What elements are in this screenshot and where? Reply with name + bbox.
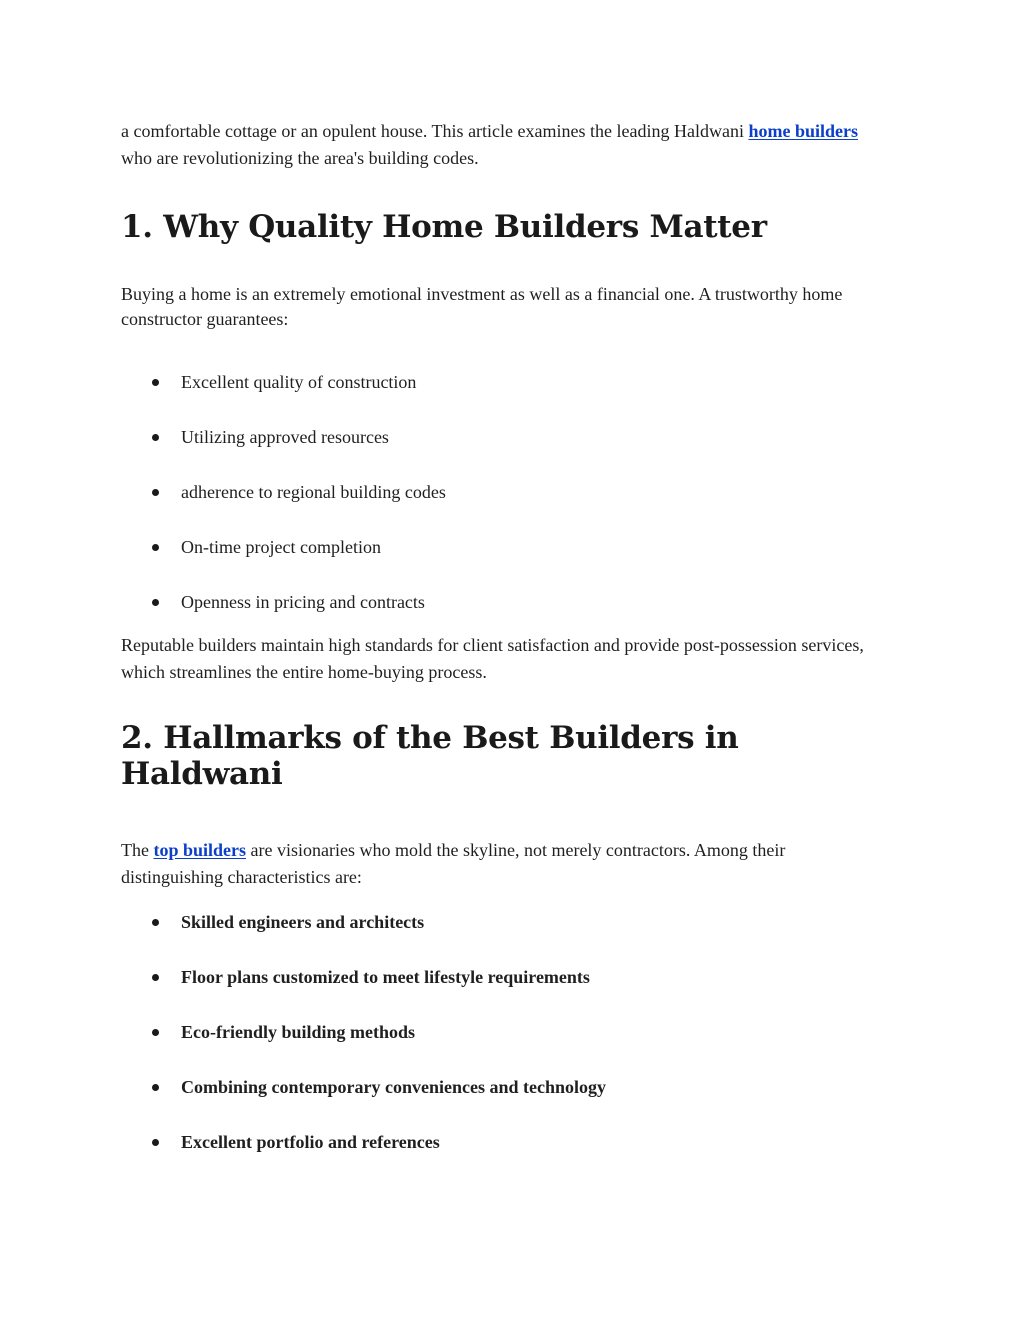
bullet-icon [152, 1084, 159, 1091]
bullet-icon [152, 434, 159, 441]
bullet-icon [152, 1139, 159, 1146]
section1-paragraph: Buying a home is an extremely emotional investment as well as a financial one. A trustworthy home constructor guarantees: [121, 284, 843, 329]
list-item: Excellent portfolio and references [121, 1129, 881, 1156]
bullet-icon [152, 974, 159, 981]
intro-text-after: who are revolutionizing the area's building codes. [121, 148, 479, 168]
section2-list [121, 909, 881, 1156]
list-item: Openness in pricing and contracts [121, 589, 881, 616]
list-item: Combining contemporary conveniences and technology [121, 1074, 881, 1101]
list-item: Floor plans customized to meet lifestyle requirements [121, 964, 881, 991]
bullet-icon [152, 599, 159, 606]
list-item: adherence to regional building codes [121, 479, 881, 506]
top-builders-link[interactable]: top builders [153, 840, 247, 860]
bullet-icon [152, 544, 159, 551]
section2-text-after: are visionaries who mold the skyline, not merely contractors. Among their distinguishing characteristics are: [121, 840, 786, 887]
section2-text-before: The [121, 840, 154, 860]
section1-list [121, 369, 881, 616]
list-item: Eco-friendly building methods [121, 1019, 881, 1046]
list-item: Excellent quality of construction [121, 369, 881, 396]
section1-closing-paragraph: Reputable builders maintain high standards for client satisfaction and provide post-possession services, which streamlines the entire home-buying process. [121, 635, 864, 682]
bullet-icon [152, 379, 159, 386]
list-item: Skilled engineers and architects [121, 909, 881, 936]
list-item: Utilizing approved resources [121, 424, 881, 451]
intro-paragraph [121, 118, 881, 172]
document-page [121, 118, 881, 1184]
bullet-icon [152, 1029, 159, 1036]
section1-heading: 1. Why Quality Home Builders Matter [121, 209, 767, 245]
home-builders-link[interactable]: home builders [748, 121, 858, 141]
intro-text-before: a comfortable cottage or an opulent house. This article examines the leading Haldwani [121, 121, 749, 141]
section2-paragraph [121, 837, 881, 891]
bullet-icon [152, 919, 159, 926]
list-item: On-time project completion [121, 534, 881, 561]
section2-heading: 2. Hallmarks of the Best Builders in Haldwani [121, 720, 739, 792]
bullet-icon [152, 489, 159, 496]
